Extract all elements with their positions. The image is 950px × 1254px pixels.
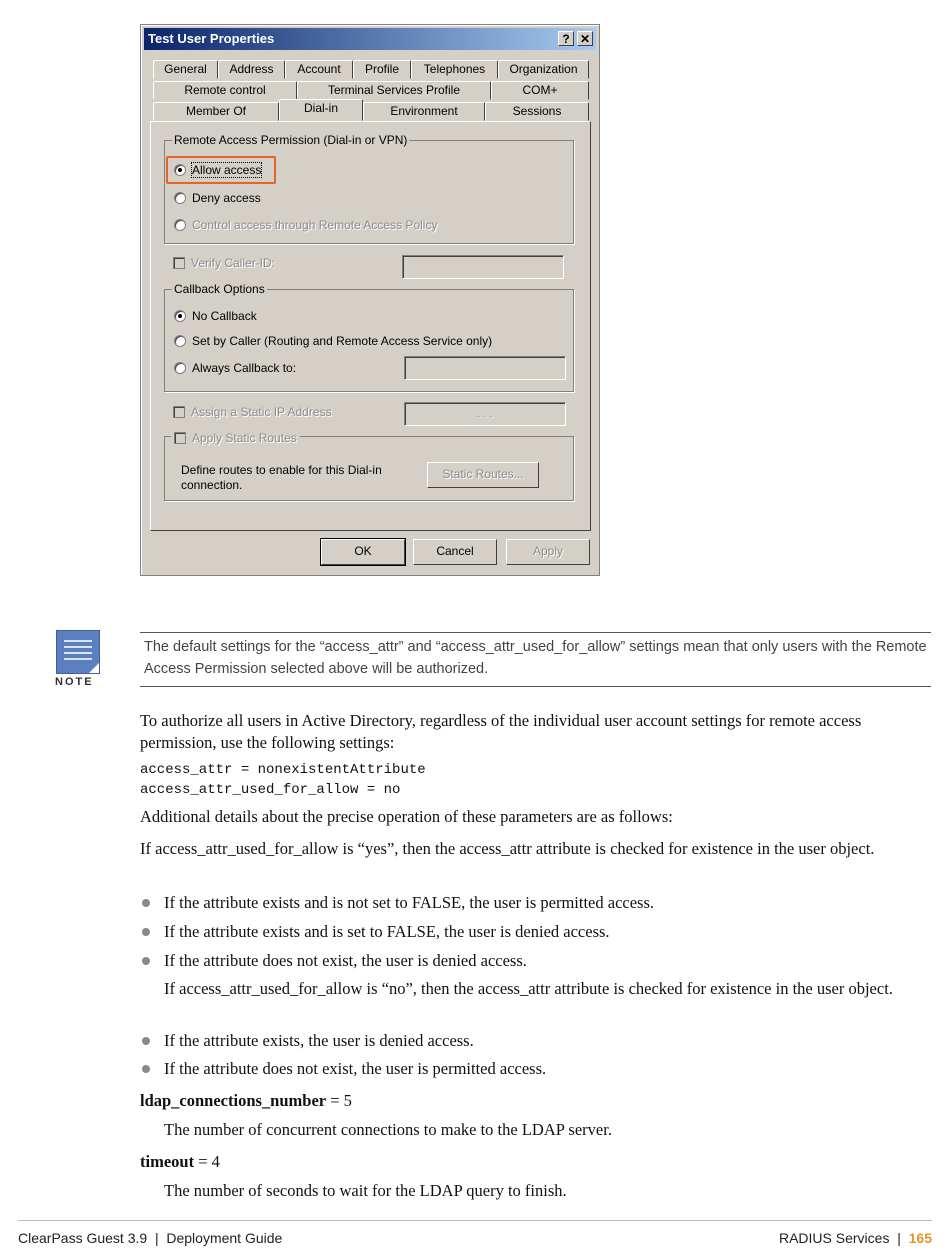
tab-terminal-services-profile[interactable]: Terminal Services Profile [297, 81, 491, 100]
close-icon[interactable]: ✕ [577, 31, 593, 46]
bullet-icon [142, 1065, 150, 1073]
checkbox-icon [173, 406, 185, 418]
static-ip-field[interactable]: . . . [404, 402, 566, 426]
footer-left: ClearPass Guest 3.9 | Deployment Guide [18, 1230, 283, 1246]
assign-static-ip-checkbox[interactable] [173, 405, 332, 419]
additional-paragraph: Additional details about the precise operation of these parameters are as follows: [140, 807, 673, 826]
always-callback-radio[interactable] [174, 361, 296, 375]
no-callback-radio[interactable] [174, 309, 257, 323]
radio-icon [174, 192, 186, 204]
tab-organization[interactable]: Organization [498, 60, 589, 79]
ok-button[interactable]: OK [321, 539, 405, 565]
intro-paragraph: To authorize all users in Active Directory, regardless of the individual user account settings for remote access permission, use the following settings: [140, 711, 862, 752]
apply-static-routes-checkbox[interactable] [171, 431, 300, 445]
radio-selected-icon [174, 310, 186, 322]
note-bottom-rule [140, 686, 931, 687]
allow-access-label: Allow access [192, 163, 262, 177]
note-top-rule [140, 632, 931, 633]
verify-caller-id-label: Verify Caller-ID: [191, 256, 276, 270]
verify-caller-id-checkbox[interactable] [173, 256, 275, 270]
ldap-connections-value: = 5 [326, 1091, 352, 1110]
bullet-icon [142, 928, 150, 936]
timeout-name: timeout [140, 1152, 195, 1171]
bullet-icon [142, 1037, 150, 1045]
caller-id-field[interactable] [402, 255, 564, 279]
tab-com-plus[interactable]: COM+ [491, 81, 589, 100]
callback-options-legend: Callback Options [174, 282, 265, 296]
tab-sessions[interactable]: Sessions [485, 102, 589, 121]
note-text: The default settings for the “access_attr” and “access_attr_used_for_allow” settings mean that only users with the Remote Access Permission selected above will be authorized. [144, 639, 927, 677]
routes-description [181, 463, 382, 493]
bullet-icon [142, 957, 150, 965]
checkbox-icon [174, 432, 186, 444]
footer-section: RADIUS Services | [778, 1230, 909, 1246]
control-access-label: Control access through Remote Access Policy [192, 218, 438, 232]
footer-right [779, 1230, 932, 1246]
dialog-titlebar [144, 28, 596, 50]
radio-icon [174, 362, 186, 374]
radio-icon [174, 335, 186, 347]
ldap-connections-name: ldap_connections_number [140, 1091, 327, 1110]
radio-icon [174, 219, 186, 231]
footer-rule [18, 1220, 932, 1221]
cancel-button[interactable]: Cancel [413, 539, 497, 565]
code-line-2: access_attr_used_for_allow = no [140, 782, 401, 798]
tab-address[interactable]: Address [218, 60, 285, 79]
tab-profile[interactable]: Profile [353, 60, 411, 79]
always-callback-label: Always Callback to: [192, 361, 297, 375]
ldap-connections-param [140, 1090, 930, 1112]
bullet-icon [142, 899, 150, 907]
tab-remote-control[interactable]: Remote control [153, 81, 297, 100]
tab-account[interactable]: Account [285, 60, 353, 79]
no-paragraph: If access_attr_used_for_allow is “no”, then the access_attr attribute is checked for existence in the user object. [164, 979, 893, 998]
timeout-desc: The number of seconds to wait for the LDAP query to finish. [164, 1181, 567, 1200]
set-by-caller-label: Set by Caller (Routing and Remote Access Service only) [192, 334, 493, 348]
tab-member-of[interactable]: Member Of [153, 102, 279, 121]
ldap-connections-desc: The number of concurrent connections to make to the LDAP server. [164, 1120, 612, 1139]
checkbox-icon [173, 257, 185, 269]
note-icon [56, 630, 100, 674]
set-by-caller-radio[interactable] [174, 334, 492, 348]
no-callback-label: No Callback [192, 309, 257, 323]
list-item: If the attribute exists, the user is denied access. [164, 1031, 474, 1050]
control-access-radio[interactable] [174, 218, 437, 232]
apply-button[interactable]: Apply [506, 539, 590, 565]
assign-static-ip-label: Assign a Static IP Address [191, 405, 332, 419]
apply-static-routes-label: Apply Static Routes [192, 431, 297, 445]
callback-number-field[interactable] [404, 356, 566, 380]
tab-general[interactable]: General [153, 60, 218, 79]
static-routes-button[interactable]: Static Routes... [427, 462, 539, 488]
routes-description-line1: Define routes to enable for this Dial-in [181, 463, 382, 477]
user-properties-dialog [140, 24, 600, 576]
deny-access-label: Deny access [192, 191, 261, 205]
tab-telephones[interactable]: Telephones [411, 60, 498, 79]
remote-access-legend: Remote Access Permission (Dial-in or VPN) [174, 133, 408, 147]
deny-access-radio[interactable] [174, 191, 261, 205]
yes-paragraph: If access_attr_used_for_allow is “yes”, then the access_attr attribute is checked for existence in the user object. [140, 839, 875, 858]
tab-dial-in[interactable]: Dial-in [279, 99, 363, 121]
dialog-title: Test User Properties [148, 31, 275, 46]
timeout-param [140, 1151, 930, 1173]
allow-access-radio[interactable] [174, 163, 261, 177]
list-item: If the attribute exists and is set to FALSE, the user is denied access. [164, 922, 610, 941]
code-line-1: access_attr = nonexistentAttribute [140, 762, 426, 778]
note-label: NOTE [55, 676, 94, 688]
tab-environment[interactable]: Environment [363, 102, 485, 121]
list-item: If the attribute does not exist, the user is denied access. [164, 951, 527, 970]
help-icon[interactable]: ? [558, 31, 574, 46]
list-item: If the attribute does not exist, the user is permitted access. [164, 1059, 547, 1078]
routes-description-line2: connection. [181, 478, 243, 492]
timeout-value: = 4 [194, 1152, 220, 1171]
radio-selected-icon [174, 164, 186, 176]
list-item: If the attribute exists and is not set to FALSE, the user is permitted access. [164, 893, 655, 912]
page-number: 165 [908, 1230, 932, 1246]
